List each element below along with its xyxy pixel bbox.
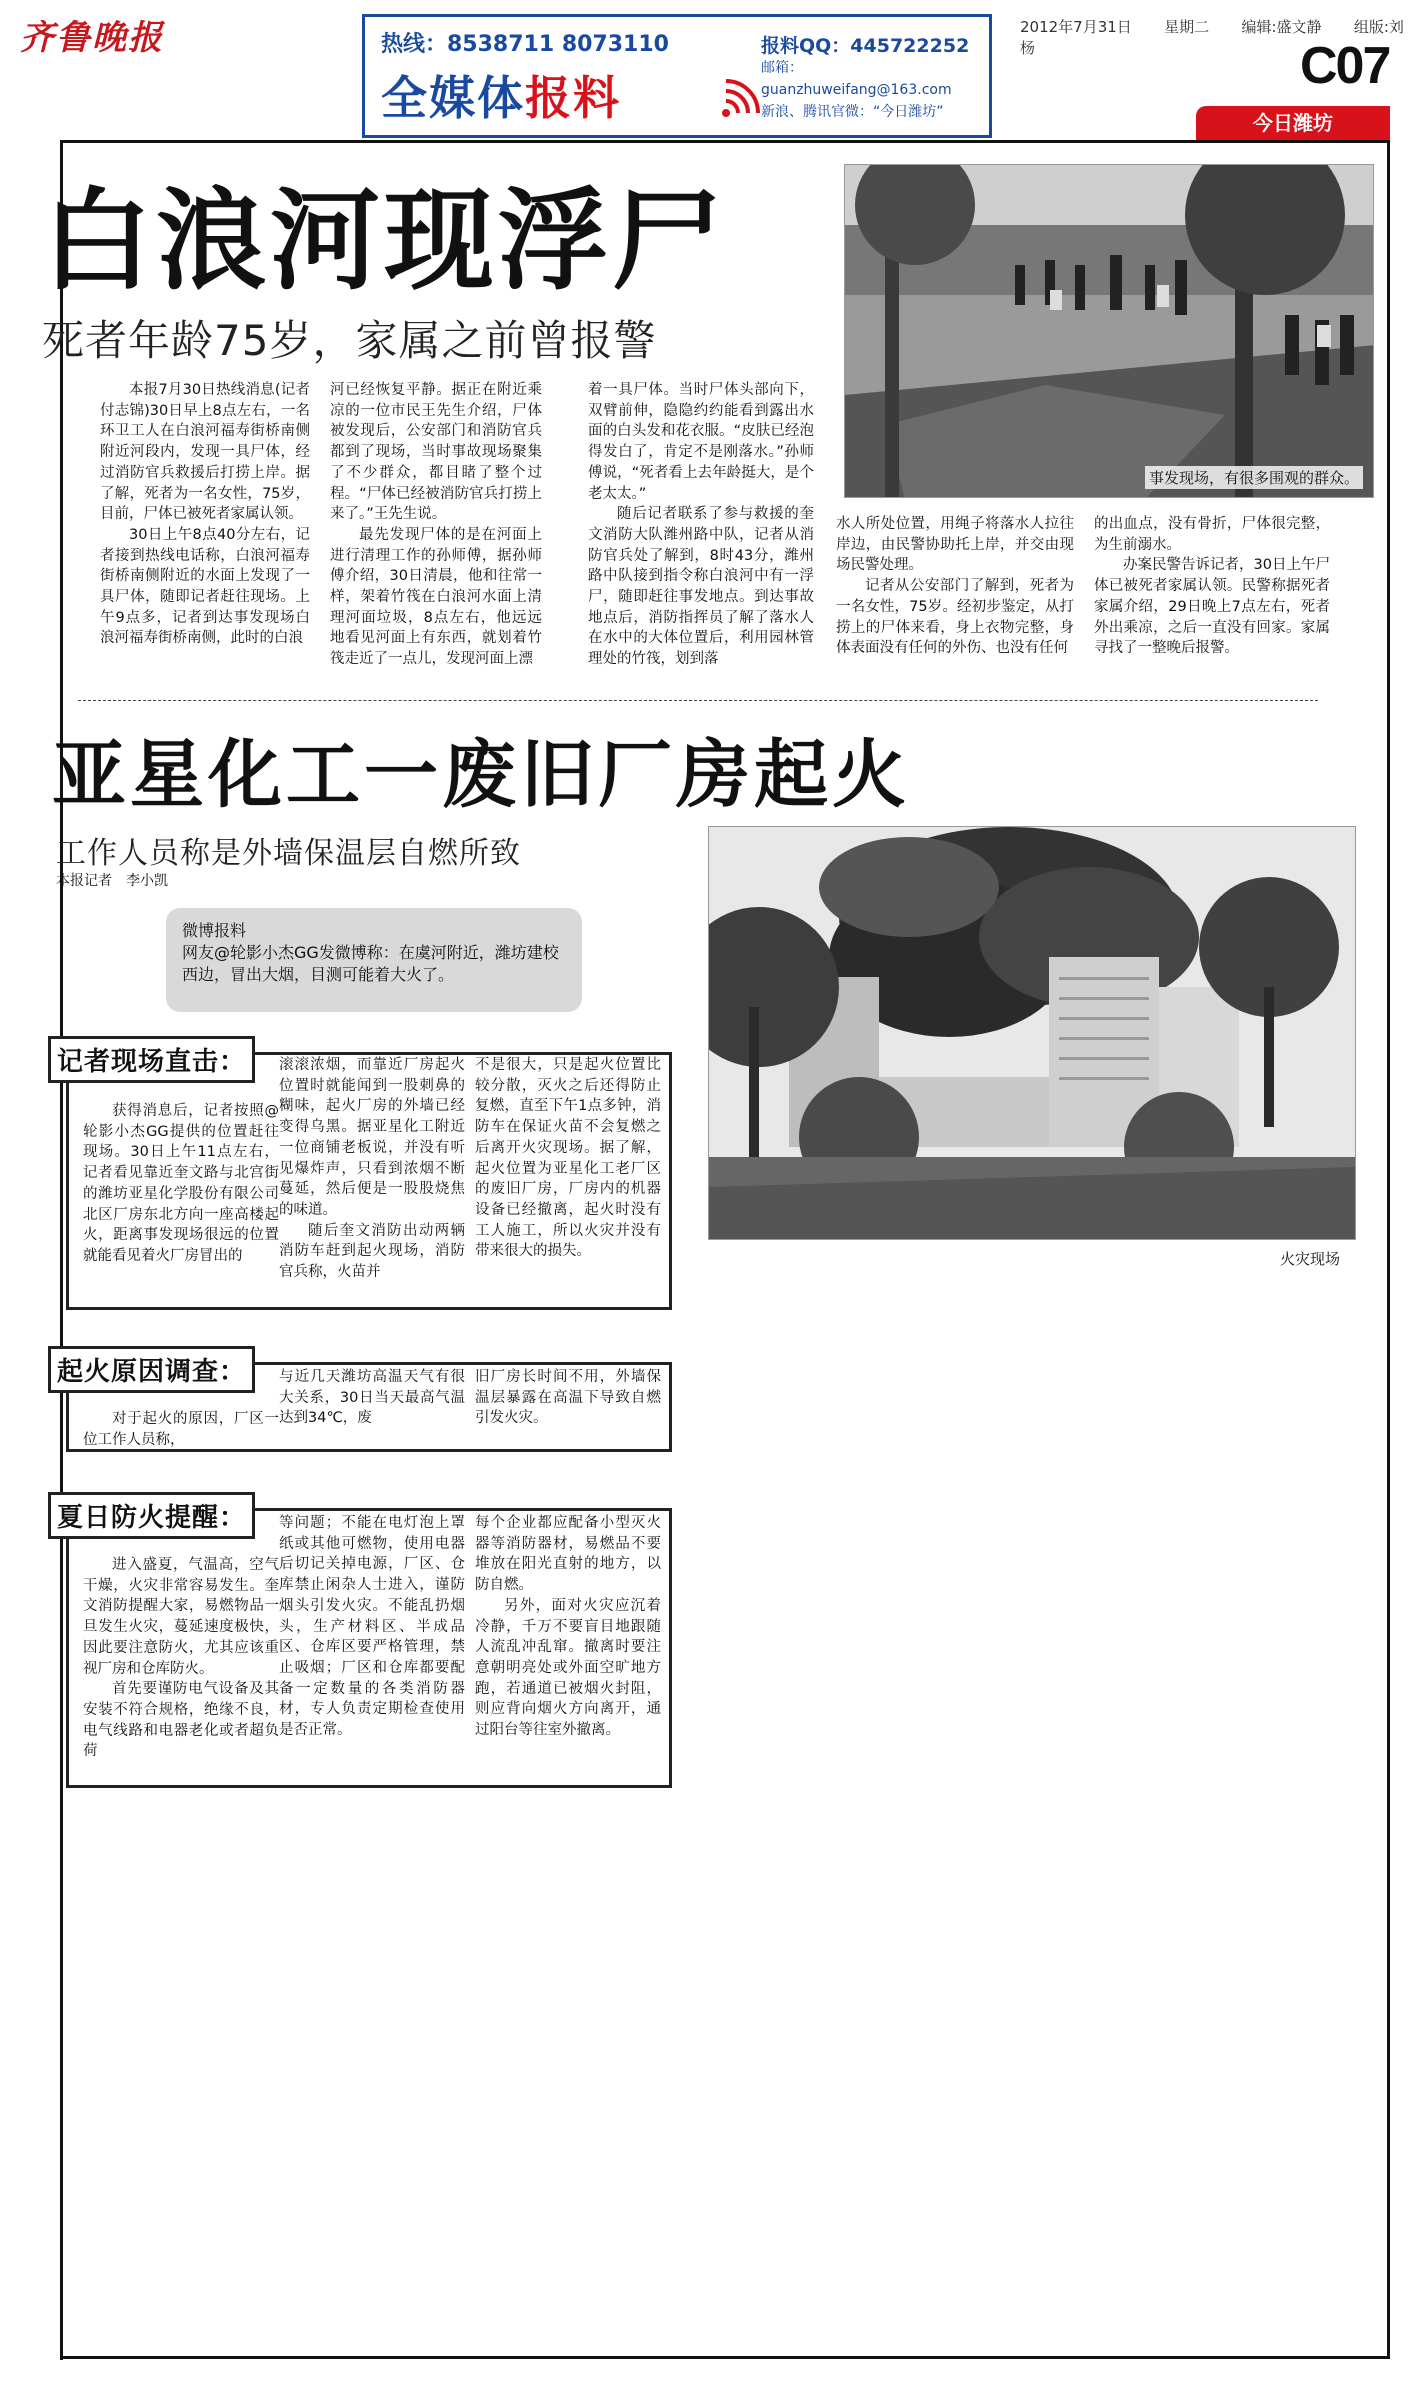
weibo-tip-text: 网友@轮影小杰GG发微博称：在虞河附近，潍坊建校西边，冒出大烟，目测可能着大火了。 (182, 943, 559, 984)
hotline-slogan (381, 62, 669, 128)
onsite-col-1 (83, 1101, 279, 1267)
onsite-col2-text-b: 随后奎文消防出动两辆消防车赶到起火现场，消防官兵称，火苗并 (279, 1222, 465, 1281)
weibo-label: 新浪、腾讯官微：“今日潍坊” (761, 104, 944, 120)
article2-subheadline: 工作人员称是外墙保温层自燃所致 (56, 836, 521, 871)
cause-col-1 (83, 1409, 279, 1450)
masthead-logo: 齐鲁晚报 (20, 18, 164, 58)
page-editor: 编辑:盛文静 (1241, 18, 1322, 36)
weibo-tip-box (166, 908, 582, 1012)
cause-col-3 (475, 1367, 661, 1429)
hotline-phone: 热线：8538711 8073110 (381, 32, 669, 57)
cause-col2-text: 与近几天潍坊高温天气有很大关系，30日当天最高气温达到34℃，废 (279, 1369, 465, 1427)
article2-headline: 亚星化工一废旧厂房起火 (52, 732, 910, 818)
page-layout: 组版:刘杨 (1020, 18, 1404, 57)
onsite-report-box (66, 1052, 672, 1310)
page-number: C07 (1300, 37, 1390, 95)
email-label: 邮箱：guanzhuweifang@163.com (761, 60, 952, 98)
cause-col-2 (279, 1367, 465, 1429)
safety-col-1 (83, 1555, 279, 1762)
section-tab: 今日潍坊 (1196, 106, 1390, 140)
article1-col2-para-2: 最先发现尸体的是在河面上进行清理工作的孙师傅，据孙师傅介绍，30日清晨，他和往常一样，架着竹筏在白浪河水面上清理河面垃圾，8点左右，他远远地看见河面上有东西，就划着竹筏走近了一点儿，发现河面上漂 (330, 526, 542, 668)
frame-bottom (60, 2356, 1390, 2359)
safety-col1-text-b: 首先要谨防电气设备及其安装不符合规格，绝缘不良，电气线路和电器老化或者超负荷 (83, 1681, 279, 1760)
fire-safety-heading: 夏日防火提醒： (48, 1492, 255, 1539)
article1-col4-para-2: 记者从公安部门了解到，死者为一名女性，75岁。经初步鉴定，从打捞上的尸体来看，身上衣物完整，身体表面没有任何的外伤、也没有任何 (836, 578, 1074, 657)
article1-headline: 白浪河现浮尸 (42, 177, 726, 305)
article1-col1-para-1: 本报7月30日热线消息(记者 付志锦)30日早上8点左右，一名环卫工人在白浪河福寿街桥南侧附近河段内，发现一具尸体，经过消防官兵救援后打捞上岸。据了解，死者为一名女性，75岁，目前，尸体已被死者家属认领。 (100, 382, 310, 523)
article1-photo-caption: 事发现场，有很多围观的群众。 (1145, 466, 1363, 489)
qq-label: 报料QQ：445722252 (761, 35, 970, 57)
safety-col2-text: 等问题；不能在电灯泡上罩纸或其他可燃物，使用电器后切记关掉电源，厂区、仓库禁止闲杂人士进入，谨防烟头引发火灾。不能乱扔烟头，生产材料区、半成品区、仓库区要严格管理，禁止吸烟；厂区和仓库都要配备一定数量的各类消防器材，专人负责定期检查使用是否正常。 (279, 1515, 465, 1739)
article1-col2-para-1: 河已经恢复平静。据正在附近乘凉的一位市民王先生介绍，尸体被发现后，公安部门和消防官兵都到了现场，当时事故现场聚集了不少群众，都目睹了整个过程。“尸体已经被消防官兵打捞上来了。”王先生说。 (330, 382, 542, 523)
article1-col3-para-1: 着一具尸体。当时尸体头部向下，双臂前伸，隐隐约约能看到露出水面的白头发和花衣服。“皮肤已经泡得发白了，肯定不是刚落水。”孙师傅说，“死者看上去年龄挺大，是个老太太。” (588, 382, 814, 502)
safety-col3-text-a: 每个企业都应配备小型灭火器等消防器材，易燃品不要堆放在阳光直射的地方，以防自燃。 (475, 1515, 661, 1594)
weibo-tip-title: 微博报料 (182, 921, 247, 940)
slogan-part-2: 报料 (525, 71, 621, 125)
safety-col-3 (475, 1513, 661, 1741)
article1-photo (844, 164, 1374, 498)
article1-column-2 (330, 380, 542, 670)
article1-subheadline: 死者年龄75岁，家属之前曾报警 (42, 316, 657, 365)
article1-column-5 (1094, 514, 1330, 659)
fire-safety-box (66, 1508, 672, 1788)
article2-photo (708, 826, 1356, 1240)
signal-icon (720, 79, 760, 119)
cause-col1-text: 对于起火的原因，厂区一位工作人员称， (83, 1411, 279, 1448)
article1-column-4 (836, 514, 1074, 659)
onsite-report-heading: 记者现场直击： (48, 1036, 255, 1083)
article2-photo-caption: 火灾现场 (1280, 1250, 1341, 1268)
onsite-col-3 (475, 1055, 661, 1262)
frame-right (1387, 140, 1390, 2359)
article-divider (78, 700, 1318, 701)
hotline-banner (362, 14, 992, 138)
fire-scene-image (709, 827, 1356, 1240)
cause-col3-text: 旧厂房长时间不用，外墙保温层暴露在高温下导致自燃引发火灾。 (475, 1369, 661, 1427)
article2-byline: 本报记者 李小凯 (56, 873, 168, 889)
safety-col-2 (279, 1513, 465, 1741)
article1-col5-para-2: 办案民警告诉记者，30日上午尸体已被死者家属认领。民警称据死者家属介绍，29日晚上7点左右，死者外出乘凉，之后一直没有回家。家属寻找了一整晚后报警。 (1094, 557, 1330, 657)
frame-left (60, 140, 63, 2360)
article1-col3-para-2: 随后记者联系了参与救援的奎文消防大队潍州路中队，记者从消防官兵处了解到，8时43分，潍州路中队接到指令称白浪河中有一浮尸，随即赶往事发地点。到达事故地点后，消防指挥员了解了落水人在水中的大体位置后，利用园林管理处的竹筏，划到落 (588, 506, 814, 668)
page-date: 2012年7月31日 (1020, 18, 1132, 36)
article1-column-1 (100, 380, 310, 649)
onsite-col3-text: 不是很大，只是起火位置比较分散，灭火之后还得防止复燃，直至下午1点多钟，消防车在保证火苗不会复燃之后离开火灾现场。据了解，起火位置为亚星化工老厂区的废旧厂房，厂房内的机器设备已经撤离，起火时没有工人施工，所以火灾并没有带来很大的损失。 (475, 1057, 661, 1260)
article1-col1-para-2: 30日上午8点40分左右，记者接到热线电话称，白浪河福寿街桥南侧附近的水面上发现了一具尸体，随即记者赶往现场。上午9点多，记者到达事发现场白浪河福寿街桥南侧，此时的白浪 (100, 526, 310, 647)
slogan-part-1: 全媒体 (381, 71, 525, 125)
article1-col4-para-1: 水人所处位置，用绳子将落水人拉往岸边，由民警协助托上岸，并交由现场民警处理。 (836, 516, 1074, 574)
river-scene-image (845, 165, 1374, 498)
page-weekday: 星期二 (1164, 18, 1210, 36)
safety-col3-text-b: 另外，面对火灾应沉着冷静，千万不要盲目地跟随人流乱冲乱窜。撤离时要注意朝明亮处或外面空旷地方跑，若通道已被烟火封阻，则应背向烟火方向离开，通过阳台等往室外撤离。 (475, 1597, 661, 1739)
onsite-col2-text: 滚滚浓烟，而靠近厂房起火位置时就能闻到一股刺鼻的糊味，起火厂房的外墙已经变得乌黑。据亚星化工附近一位商铺老板说，并没有听见爆炸声，只看到浓烟不断蔓延，然后便是一股股烧焦的味道。 (279, 1057, 465, 1218)
onsite-col1-text: 获得消息后，记者按照@轮影小杰GG提供的位置赶往现场。30日上午11点左右，记者看见靠近奎文路与北宫街的潍坊亚星化学股份有限公司北区厂房东北方向一座高楼起火，距离事发现场很远的位置就能看见着火厂房冒出的 (83, 1103, 279, 1264)
safety-col1-text-a: 进入盛夏，气温高，空气干燥，火灾非常容易发生。奎文消防提醒大家，易燃物品一旦发生火灾，蔓延速度极快，因此要注意防火，尤其应该重视厂房和仓库防火。 (83, 1557, 279, 1677)
cause-investigation-heading: 起火原因调查： (48, 1346, 255, 1393)
article1-column-3 (588, 380, 814, 670)
onsite-col-2 (279, 1055, 465, 1283)
frame-top (60, 140, 1390, 143)
article1-col5-para-1: 的出血点，没有骨折，尸体很完整，为生前溺水。 (1094, 516, 1330, 553)
